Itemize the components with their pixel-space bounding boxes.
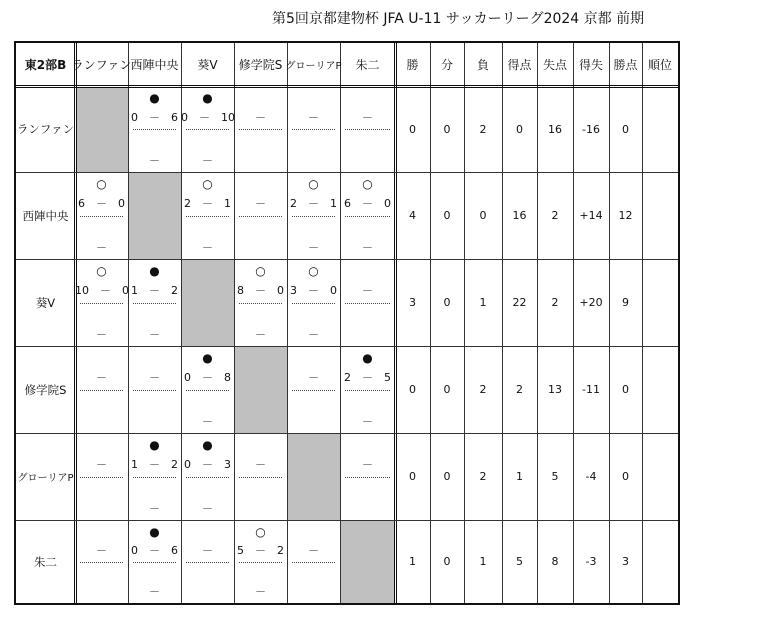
stat-value: 0 <box>622 122 629 136</box>
league-table <box>14 41 680 605</box>
score-divider <box>80 303 123 304</box>
stat-value: 5 <box>516 555 523 568</box>
match-score: 2 － 1 <box>184 197 231 210</box>
match-score: － <box>308 371 319 384</box>
stat-value <box>642 433 678 520</box>
stat-value: 0 <box>409 383 416 396</box>
stat-value <box>642 346 678 433</box>
match-score: 5 － 2 <box>237 544 284 557</box>
match-result-cell <box>287 520 340 603</box>
stat-value: -11 <box>582 383 600 396</box>
pk-score: － <box>202 415 213 428</box>
loss-mark: ● <box>202 351 213 365</box>
page-title: 第5回京都建物杯 JFA U-11 サッカーリーグ2024 京都 前期 <box>272 11 645 27</box>
stat-value: 12 <box>618 209 633 222</box>
stat-value: 2 <box>479 470 487 483</box>
team-row-header: 朱二 <box>34 554 57 569</box>
pk-score: － <box>96 328 107 341</box>
stat-column-header: 得失 <box>578 58 603 72</box>
match-result-cell <box>128 86 181 172</box>
match-result-cell <box>287 172 340 259</box>
match-result-cell <box>128 520 181 603</box>
match-score: － <box>255 111 266 124</box>
stat-value: 13 <box>548 383 562 396</box>
score-divider <box>80 216 123 217</box>
stat-value: 1 <box>409 555 416 568</box>
pk-score: － <box>202 154 213 167</box>
match-score: 0 － 6 <box>131 544 178 557</box>
match-score: 6 － 0 <box>344 197 391 210</box>
win-mark: ○ <box>96 177 107 191</box>
score-divider <box>186 390 229 391</box>
corner-header: 東2部B <box>24 58 67 72</box>
stat-column-header: 負 <box>476 58 489 72</box>
stat-value: 0 <box>443 209 451 222</box>
win-mark: ○ <box>202 177 213 191</box>
stat-value: -4 <box>585 470 597 483</box>
stat-column-header: 得点 <box>507 58 532 72</box>
stat-value: 0 <box>516 122 523 136</box>
match-score: 0 － 10 <box>181 111 235 124</box>
match-score: 6 － 0 <box>78 197 125 210</box>
match-score: － <box>96 544 107 557</box>
match-result-cell <box>287 86 340 172</box>
team-row-header: 葵V <box>35 295 56 310</box>
team-column-header: グローリアP <box>285 61 342 72</box>
stat-value: 0 <box>443 296 451 309</box>
stat-value: 22 <box>512 296 527 309</box>
match-result-cell <box>75 259 128 346</box>
win-mark: ○ <box>255 264 266 278</box>
stat-value: 0 <box>479 209 487 222</box>
match-score: － <box>149 371 160 384</box>
team-column-header: 修学院S <box>238 58 283 72</box>
match-result-cell <box>234 172 287 259</box>
match-result-cell <box>128 433 181 520</box>
match-result-cell <box>181 520 234 603</box>
win-mark: ○ <box>308 177 319 191</box>
score-divider <box>292 303 335 304</box>
stat-value: 1 <box>516 470 523 483</box>
match-score: － <box>96 371 107 384</box>
stat-value: 1 <box>479 296 487 309</box>
stat-value: 3 <box>622 555 629 568</box>
score-divider <box>133 390 176 391</box>
score-divider <box>186 216 229 217</box>
loss-mark: ● <box>362 351 373 365</box>
match-score: － <box>362 284 373 297</box>
self-match-cell <box>288 434 340 520</box>
stat-value: 2 <box>551 209 559 222</box>
match-result-cell <box>287 259 340 346</box>
team-column-header: ランファン <box>71 58 132 72</box>
stat-value: 2 <box>479 383 487 396</box>
loss-mark: ● <box>202 438 213 452</box>
stat-value: -16 <box>582 122 600 136</box>
pk-score: － <box>255 328 266 341</box>
match-result-cell <box>287 346 340 433</box>
score-divider <box>345 390 390 391</box>
stat-value <box>642 520 678 603</box>
score-divider <box>80 477 123 478</box>
loss-mark: ● <box>202 91 213 105</box>
match-result-cell <box>75 433 128 520</box>
team-row-header: 修学院S <box>24 382 67 397</box>
score-divider <box>80 562 123 563</box>
score-divider <box>239 477 282 478</box>
match-result-cell <box>181 172 234 259</box>
pk-score: － <box>202 241 213 254</box>
match-score: － <box>308 544 319 557</box>
match-result-cell <box>340 433 395 520</box>
match-result-cell <box>340 259 395 346</box>
stat-value: 9 <box>622 296 629 309</box>
stat-column-header: 分 <box>440 58 453 72</box>
pk-score: － <box>96 241 107 254</box>
match-score: 0 － 8 <box>184 371 231 384</box>
win-mark: ○ <box>308 264 319 278</box>
pk-score: － <box>149 502 160 515</box>
pk-score: － <box>362 415 373 428</box>
stat-value: 0 <box>409 470 416 483</box>
pk-score: － <box>308 328 319 341</box>
stat-value <box>642 172 678 259</box>
self-match-cell <box>341 521 395 603</box>
self-match-cell <box>235 347 287 433</box>
score-divider <box>292 129 335 130</box>
pk-score: － <box>149 328 160 341</box>
pk-score: － <box>362 241 373 254</box>
stat-value: 0 <box>622 383 629 396</box>
match-result-cell <box>234 520 287 603</box>
score-divider <box>345 477 390 478</box>
stat-value: 0 <box>622 470 629 483</box>
match-score: － <box>96 458 107 471</box>
loss-mark: ● <box>149 525 160 539</box>
stat-value: +20 <box>579 296 603 309</box>
score-divider <box>133 477 176 478</box>
match-result-cell <box>181 346 234 433</box>
stat-value: 0 <box>409 122 416 136</box>
match-score: － <box>362 458 373 471</box>
stat-value: 0 <box>443 555 451 568</box>
stat-value: 16 <box>512 209 527 222</box>
match-score: 2 － 1 <box>290 197 337 210</box>
score-divider <box>292 562 335 563</box>
stat-value: 0 <box>443 383 451 396</box>
pk-score: － <box>149 585 160 598</box>
win-mark: ○ <box>96 264 107 278</box>
match-score: 2 － 5 <box>344 371 391 384</box>
stat-value: 0 <box>443 122 451 136</box>
stat-value: 8 <box>551 555 559 568</box>
pk-score: － <box>308 241 319 254</box>
team-row-header: 西陣中央 <box>22 208 69 223</box>
match-score: － <box>362 111 373 124</box>
stat-value: 2 <box>516 383 523 396</box>
match-result-cell <box>234 433 287 520</box>
stat-column-header: 勝 <box>406 58 419 72</box>
match-score: － <box>308 111 319 124</box>
stat-column-header: 順位 <box>647 58 672 72</box>
stat-value: 5 <box>551 470 559 483</box>
match-result-cell <box>181 433 234 520</box>
match-score: 10 － 0 <box>75 284 129 297</box>
score-divider <box>345 129 390 130</box>
match-score: － <box>202 544 213 557</box>
stat-value: 2 <box>479 122 487 136</box>
score-divider <box>239 216 282 217</box>
score-divider <box>133 303 176 304</box>
match-result-cell <box>75 346 128 433</box>
self-match-cell <box>76 87 128 172</box>
match-result-cell <box>234 259 287 346</box>
match-result-cell <box>181 86 234 172</box>
match-score: 0 － 6 <box>131 111 178 124</box>
loss-mark: ● <box>149 264 160 278</box>
stat-column-header: 勝点 <box>613 58 638 72</box>
score-divider <box>186 477 229 478</box>
score-divider <box>133 562 176 563</box>
pk-score: － <box>202 502 213 515</box>
stat-value: -3 <box>585 555 597 568</box>
stat-value: +14 <box>579 209 603 222</box>
match-result-cell <box>75 172 128 259</box>
loss-mark: ● <box>149 438 160 452</box>
stat-value: 4 <box>409 209 416 222</box>
score-divider <box>186 129 229 130</box>
team-column-header: 朱二 <box>355 58 380 72</box>
score-divider <box>186 562 229 563</box>
stat-value <box>642 86 678 172</box>
win-mark: ○ <box>255 525 266 539</box>
team-row-header: ランファン <box>16 122 75 136</box>
match-score: － <box>255 197 266 210</box>
match-result-cell <box>234 86 287 172</box>
self-match-cell <box>129 173 181 259</box>
score-divider <box>345 216 390 217</box>
pk-score: － <box>255 585 266 598</box>
match-result-cell <box>340 86 395 172</box>
match-score: 3 － 0 <box>290 284 337 297</box>
score-divider <box>345 303 390 304</box>
loss-mark: ● <box>149 91 160 105</box>
score-divider <box>239 303 282 304</box>
team-row-header: グローリアP <box>17 473 74 484</box>
stat-value: 2 <box>551 296 559 309</box>
match-result-cell <box>340 346 395 433</box>
stat-value: 0 <box>443 470 451 483</box>
team-column-header: 西陣中央 <box>130 58 179 72</box>
match-score: － <box>255 458 266 471</box>
score-divider <box>292 216 335 217</box>
pk-score: － <box>149 154 160 167</box>
match-result-cell <box>75 520 128 603</box>
match-score: 8 － 0 <box>237 284 284 297</box>
match-result-cell <box>340 172 395 259</box>
match-result-cell <box>128 346 181 433</box>
win-mark: ○ <box>362 177 373 191</box>
score-divider <box>239 562 282 563</box>
match-score: 1 － 2 <box>131 284 178 297</box>
stat-value <box>642 259 678 346</box>
match-score: 1 － 2 <box>131 458 178 471</box>
stat-column-header: 失点 <box>542 58 567 72</box>
stat-value: 16 <box>548 122 562 136</box>
score-divider <box>133 129 176 130</box>
match-result-cell <box>128 259 181 346</box>
self-match-cell <box>182 260 234 346</box>
score-divider <box>292 390 335 391</box>
match-score: 0 － 3 <box>184 458 231 471</box>
stat-value: 1 <box>479 555 487 568</box>
score-divider <box>80 390 123 391</box>
score-divider <box>239 129 282 130</box>
stat-value: 3 <box>409 296 416 309</box>
team-column-header: 葵V <box>197 58 218 72</box>
